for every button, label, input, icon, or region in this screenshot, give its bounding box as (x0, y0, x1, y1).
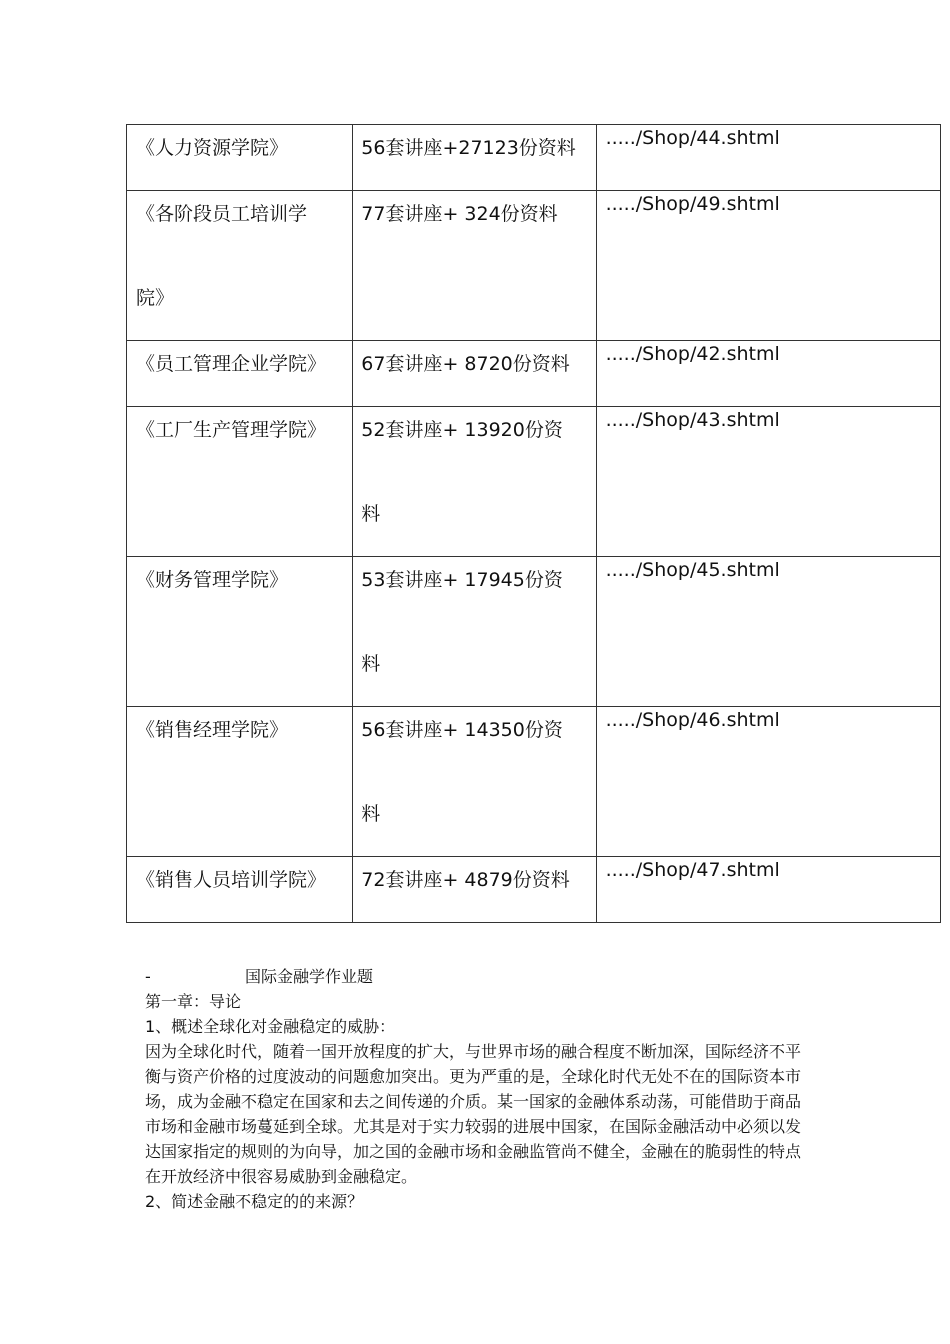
table-row (127, 407, 941, 557)
course-link-cell (596, 407, 940, 557)
table-row (127, 191, 941, 341)
chapter-title: 第一章：导论 (145, 992, 242, 1011)
course-name: 《销售经理学院》 (136, 719, 289, 741)
course-link-cell (596, 191, 940, 341)
course-link[interactable]: ...../Shop/42.shtml (605, 343, 780, 365)
course-link[interactable]: ...../Shop/46.shtml (605, 709, 780, 731)
course-count: 56套讲座+ 14350份资料 (361, 719, 563, 825)
course-name: 《工厂生产管理学院》 (136, 419, 327, 441)
table-row (127, 557, 941, 707)
course-count-cell (353, 557, 596, 707)
course-count: 53套讲座+ 17945份资料 (361, 569, 563, 675)
course-link[interactable]: ...../Shop/44.shtml (605, 127, 780, 149)
course-count: 72套讲座+ 4879份资料 (361, 869, 570, 891)
course-name-cell (127, 191, 353, 341)
course-link-cell (596, 707, 940, 857)
course-count: 77套讲座+ 324份资料 (361, 203, 558, 225)
document-title: 国际金融学作业题 (245, 967, 374, 986)
table-row (127, 707, 941, 857)
course-name: 《人力资源学院》 (136, 137, 289, 159)
document-body (145, 964, 815, 1214)
course-count: 67套讲座+ 8720份资料 (361, 353, 570, 375)
course-link-cell (596, 857, 940, 923)
table-row (127, 857, 941, 923)
course-name-cell (127, 557, 353, 707)
heading-dash: - (145, 967, 151, 986)
course-link[interactable]: ...../Shop/47.shtml (605, 859, 780, 881)
course-link[interactable]: ...../Shop/43.shtml (605, 409, 780, 431)
course-name-cell (127, 857, 353, 923)
course-link[interactable]: ...../Shop/45.shtml (605, 559, 780, 581)
answer-1: 因为全球化时代，随着一国开放程度的扩大，与世界市场的融合程度不断加深，国际经济不平衡与资产价格的过度波动的问题愈加突出。更为严重的是，全球化时代无处不在的国际资本市场，成为金融不稳定在国家和去之间传递的介质。某一国家的金融体系动荡，可能借助于商品市场和金融市场蔓延到全球。尤其是对于实力较弱的进展中国家，在国际金融活动中必须以发达国家指定的规则的为向导，加之国的金融市场和金融监管尚不健全，金融在的脆弱性的特点在开放经济中很容易威胁到金融稳定。 (145, 1042, 802, 1186)
course-count: 56套讲座+27123份资料 (361, 137, 576, 159)
document-heading (145, 964, 815, 989)
course-count-cell (353, 191, 596, 341)
course-name: 《各阶段员工培训学院》 (136, 203, 308, 309)
course-count-cell (353, 407, 596, 557)
course-link-cell (596, 125, 940, 191)
course-name-cell (127, 407, 353, 557)
course-name: 《财务管理学院》 (136, 569, 289, 591)
course-table (126, 124, 941, 923)
course-count-cell (353, 857, 596, 923)
question-1: 1、概述全球化对金融稳定的威胁： (145, 1017, 396, 1036)
course-link-cell (596, 341, 940, 407)
course-count: 52套讲座+ 13920份资料 (361, 419, 563, 525)
course-name: 《员工管理企业学院》 (136, 353, 327, 375)
course-name-cell (127, 707, 353, 857)
course-link-cell (596, 557, 940, 707)
course-name: 《销售人员培训学院》 (136, 869, 327, 891)
course-count-cell (353, 707, 596, 857)
course-link[interactable]: ...../Shop/49.shtml (605, 193, 780, 215)
question-2: 2、简述金融不稳定的的来源？ (145, 1192, 364, 1211)
